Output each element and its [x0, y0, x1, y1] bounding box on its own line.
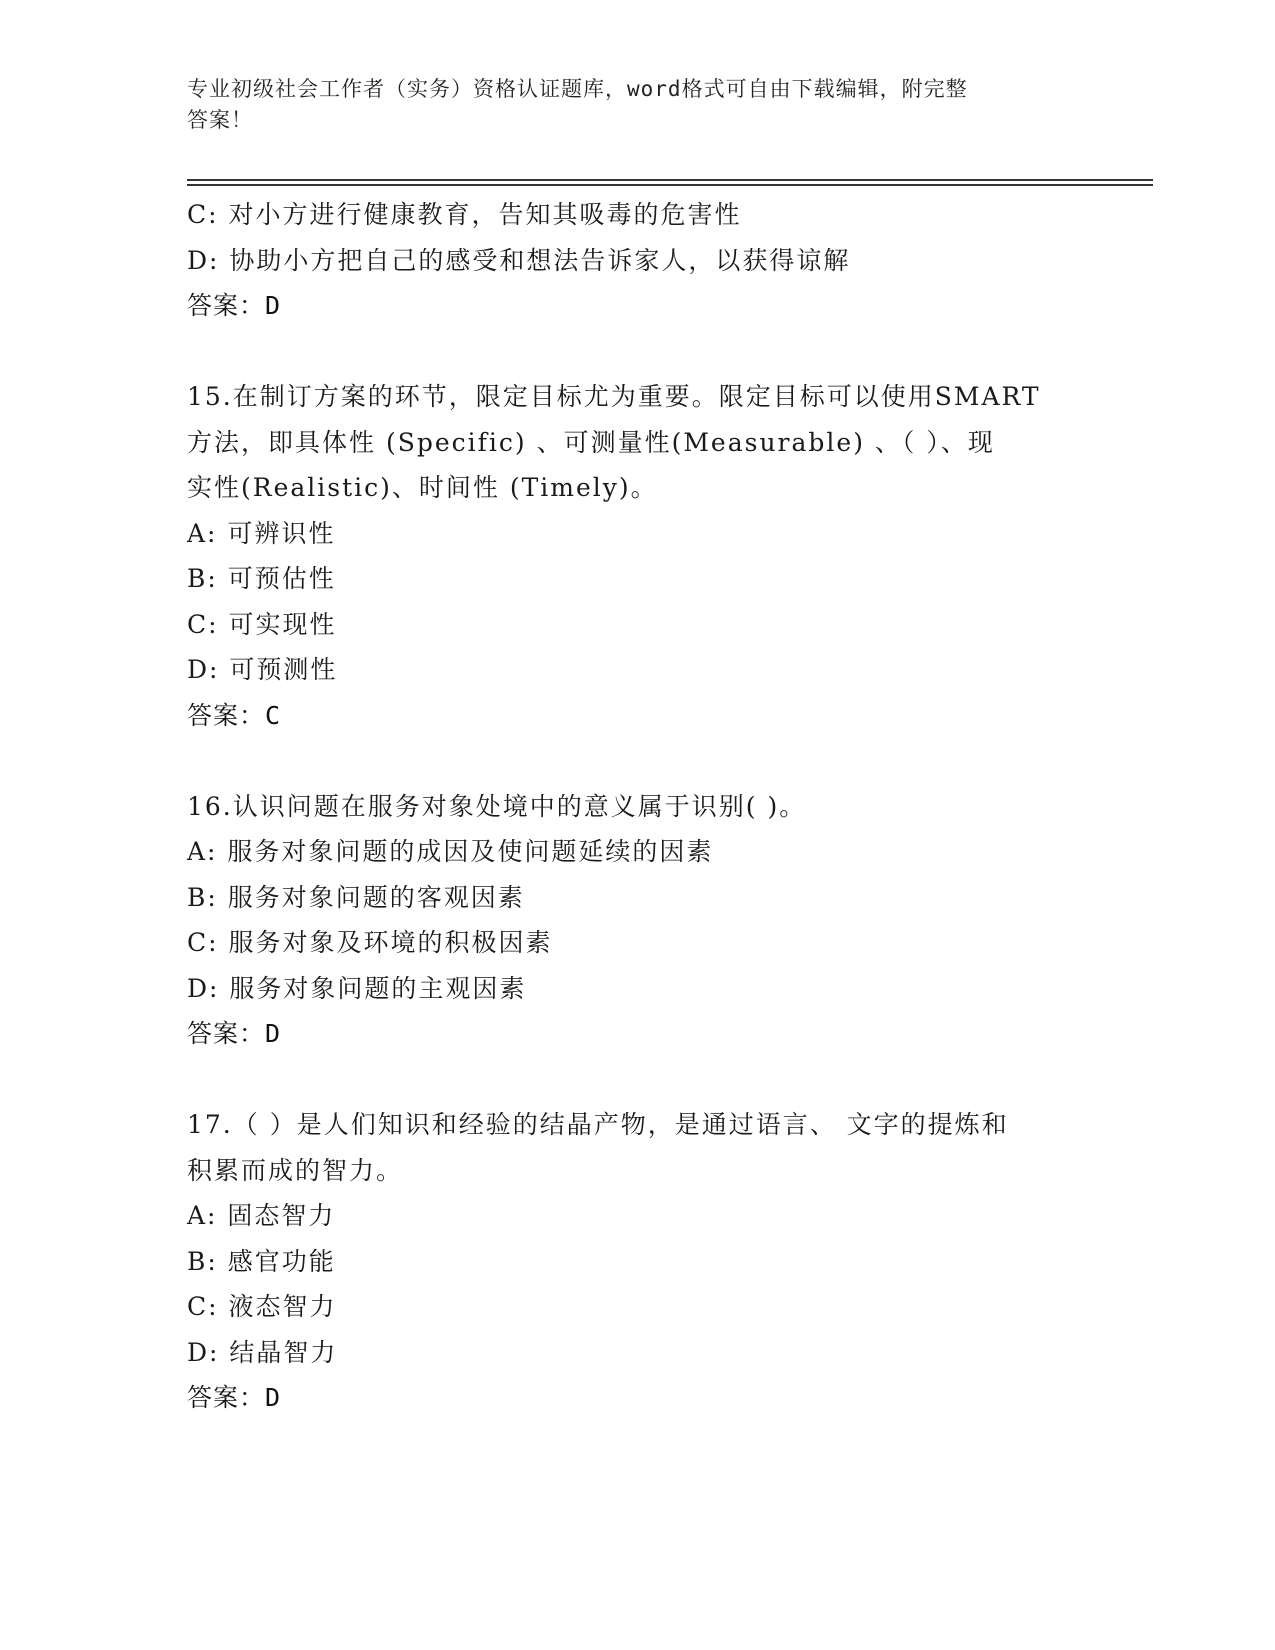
question-stem-line: 17.（ ）是人们知识和经验的结晶产物，是通过语言、 文字的提炼和 — [187, 1110, 1009, 1139]
question-list — [187, 192, 1087, 1421]
question-stem-line: 15.在制订方案的环节，限定目标尤为重要。限定目标可以使用SMART — [187, 382, 1041, 411]
header-divider-top — [187, 179, 1153, 181]
question-15 — [187, 374, 1087, 738]
option-c: C: 液态智力 — [187, 1292, 337, 1321]
answer: 答案：C — [187, 700, 282, 730]
question-14-continued — [187, 192, 1087, 329]
option-c: C: 可实现性 — [187, 609, 337, 639]
question-16 — [187, 784, 1087, 1057]
option-b: B: 服务对象问题的客观因素 — [187, 882, 525, 912]
header-line-2: 答案！ — [187, 108, 253, 132]
option-d: D: 服务对象问题的主观因素 — [187, 973, 527, 1003]
option-a: A: 可辨识性 — [187, 518, 336, 548]
answer: 答案：D — [187, 1019, 282, 1048]
question-stem-line: 16.认识问题在服务对象处境中的意义属于识别( )。 — [187, 791, 807, 821]
header-divider-bottom — [187, 184, 1153, 186]
question-stem-line: 积累而成的智力。 — [187, 1155, 404, 1185]
question-stem-line: 实性(Realistic)、时间性 (Timely)。 — [187, 473, 658, 502]
option-d: D: 结晶智力 — [187, 1337, 338, 1367]
header-line-1: 专业初级社会工作者（实务）资格认证题库，word格式可自由下载编辑，附完整 — [187, 77, 968, 101]
answer: 答案：D — [187, 1383, 282, 1412]
answer: 答案：D — [187, 291, 282, 320]
option-b: B: 可预估性 — [187, 564, 336, 593]
spacer — [187, 329, 1087, 375]
option-d: D: 可预测性 — [187, 655, 338, 684]
option-c: C: 服务对象及环境的积极因素 — [187, 928, 553, 957]
spacer — [187, 738, 1087, 784]
option-a: A: 服务对象问题的成因及使问题延续的因素 — [187, 837, 714, 866]
spacer — [187, 1057, 1087, 1103]
question-stem-line: 方法，即具体性 (Specific) 、可测量性(Measurable) 、（ ）、现 — [187, 427, 995, 457]
option-a: A: 固态智力 — [187, 1201, 336, 1230]
question-17 — [187, 1102, 1087, 1421]
option-d: D: 协助小方把自己的感受和想法告诉家人，以获得谅解 — [187, 245, 851, 275]
option-c: C: 对小方进行健康教育，告知其吸毒的危害性 — [187, 200, 742, 229]
option-b: B: 感官功能 — [187, 1246, 336, 1276]
document-header — [187, 74, 1067, 136]
